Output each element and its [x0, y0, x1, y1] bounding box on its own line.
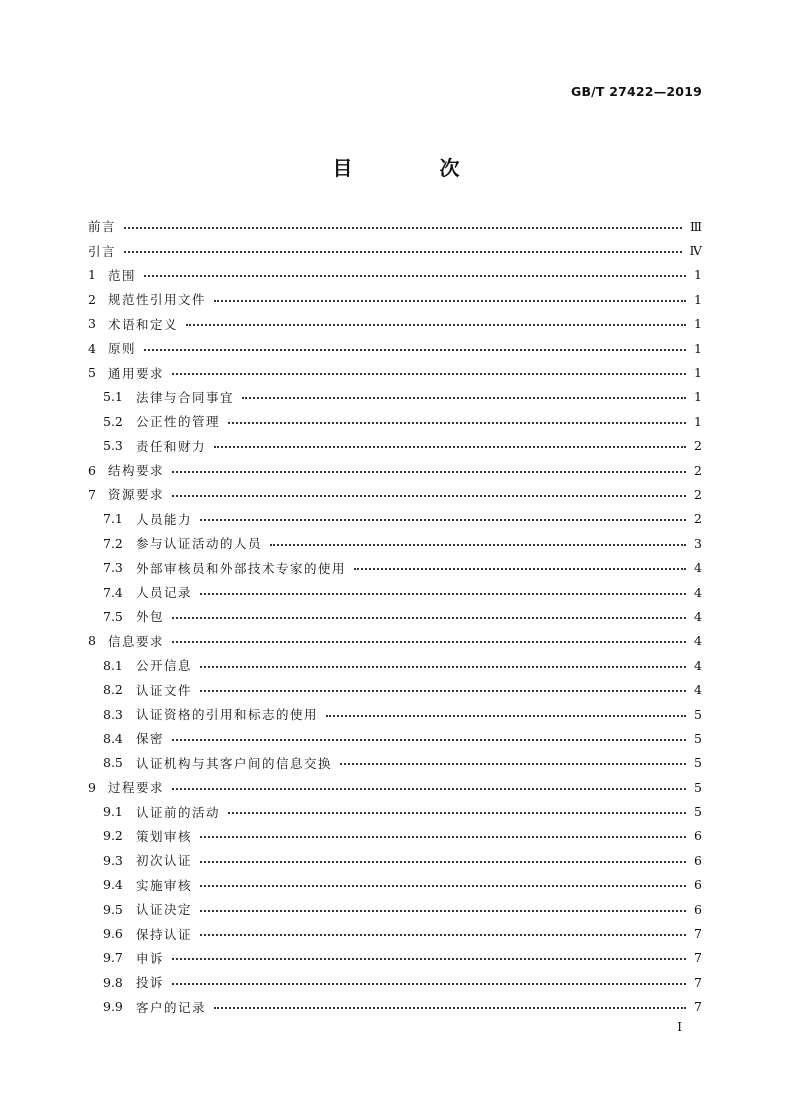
toc-entry-page: 1	[694, 340, 702, 356]
toc-entry-page: 1	[694, 413, 702, 429]
toc-entry-label: 申诉	[136, 950, 165, 966]
toc-entry[interactable]	[88, 458, 702, 482]
toc-entry-page: 7	[694, 974, 702, 990]
dot-leader	[200, 933, 686, 936]
toc-entry-page: 2	[694, 486, 702, 502]
toc-entry-label: 参与认证活动的人员	[136, 536, 263, 552]
toc-entry-page: 5	[694, 706, 702, 722]
toc-entry-number: 5	[88, 365, 96, 381]
dot-leader	[214, 299, 686, 302]
toc-entry-label: 初次认证	[136, 853, 193, 869]
toc-entry-label: 资源要求	[108, 487, 165, 503]
toc-entry-label: 信息要求	[108, 633, 165, 649]
toc-entry-page: 5	[694, 804, 702, 820]
toc-entry-number: 7.1	[103, 511, 123, 527]
dot-leader	[186, 323, 686, 326]
toc-entry-number: 9.9	[103, 999, 123, 1015]
toc-entry-number: 8.2	[103, 682, 123, 698]
toc-entry[interactable]	[88, 799, 702, 823]
dot-leader	[200, 835, 686, 838]
toc-entry-label: 引言	[88, 243, 117, 259]
toc-entry-number: 9.5	[103, 901, 123, 917]
dot-leader	[200, 909, 686, 912]
toc-entry-number: 9	[88, 779, 96, 795]
toc-entry-page: 2	[694, 511, 702, 527]
dot-leader	[214, 1006, 686, 1009]
dot-leader	[200, 689, 686, 692]
toc-entry-label: 术语和定义	[108, 316, 179, 332]
toc-entry[interactable]	[88, 482, 702, 506]
toc-entry[interactable]	[88, 897, 702, 921]
toc-entry-number: 5.3	[103, 438, 123, 454]
toc-entry[interactable]	[88, 702, 702, 726]
toc-entry-label: 通用要求	[108, 365, 165, 381]
toc-entry[interactable]	[88, 873, 702, 897]
dot-leader	[144, 274, 686, 277]
toc-entry-label: 保持认证	[136, 926, 193, 942]
toc-entry-label: 过程要求	[108, 780, 165, 796]
toc-entry-page: Ⅳ	[689, 243, 702, 259]
toc-entry-number: 9.3	[103, 852, 123, 868]
toc-entry-label: 认证机构与其客户间的信息交换	[136, 755, 333, 771]
dot-leader	[124, 250, 681, 253]
toc-entry-page: 1	[694, 316, 702, 332]
dot-leader	[200, 592, 686, 595]
toc-entry-page: 7	[694, 950, 702, 966]
page-number: I	[677, 1020, 682, 1034]
toc-entry-label: 规范性引用文件	[108, 292, 207, 308]
dot-leader	[172, 640, 686, 643]
toc-entry-page: 4	[694, 560, 702, 576]
toc-entry[interactable]	[88, 970, 702, 994]
toc-entry[interactable]	[88, 580, 702, 604]
dot-leader	[214, 445, 686, 448]
dot-leader	[172, 494, 686, 497]
toc-entry-number: 6	[88, 462, 96, 478]
dot-leader	[172, 616, 686, 619]
toc-entry-number: 7	[88, 486, 96, 502]
toc-entry-number: 7.4	[103, 584, 123, 600]
toc-entry[interactable]	[88, 921, 702, 945]
toc-entry-label: 客户的记录	[136, 999, 207, 1015]
dot-leader	[172, 470, 686, 473]
toc-entry[interactable]	[88, 848, 702, 872]
dot-leader	[228, 811, 686, 814]
toc-entry[interactable]	[88, 312, 702, 336]
page-title: 目 次	[332, 156, 500, 180]
toc-entry[interactable]	[88, 751, 702, 775]
toc-entry-page: 7	[694, 999, 702, 1015]
dot-leader	[340, 762, 686, 765]
toc-entry-page: 1	[694, 267, 702, 283]
toc-entry-label: 认证决定	[136, 902, 193, 918]
toc-entry[interactable]	[88, 434, 702, 458]
toc-entry[interactable]	[88, 629, 702, 653]
toc-entry-page: 4	[694, 633, 702, 649]
toc-entry[interactable]	[88, 336, 702, 360]
toc-entry-label: 策划审核	[136, 828, 193, 844]
toc-entry-number: 7.3	[103, 560, 123, 576]
toc-entry-page: 5	[694, 779, 702, 795]
toc-entry-label: 人员能力	[136, 511, 193, 527]
toc-entry[interactable]	[88, 775, 702, 799]
toc-entry[interactable]	[88, 409, 702, 433]
dot-leader	[200, 518, 686, 521]
toc-entry-page: 6	[694, 852, 702, 868]
dot-leader	[172, 372, 686, 375]
toc-entry-number: 3	[88, 316, 96, 332]
toc-entry-page: 3	[694, 535, 702, 551]
toc-entry[interactable]	[88, 946, 702, 970]
dot-leader	[172, 957, 686, 960]
toc-entry-page: 1	[694, 389, 702, 405]
dot-leader	[200, 860, 686, 863]
dot-leader	[354, 567, 686, 570]
toc-entry-number: 2	[88, 291, 96, 307]
toc-entry-number: 9.1	[103, 804, 123, 820]
toc-entry-label: 公正性的管理	[136, 414, 221, 430]
toc-entry-label: 外部审核员和外部技术专家的使用	[136, 560, 347, 576]
toc-entry-number: 8.4	[103, 730, 123, 746]
toc-entry-page: 6	[694, 877, 702, 893]
toc-entry[interactable]	[88, 995, 702, 1019]
toc-entry-label: 外包	[136, 609, 165, 625]
toc-entry-label: 认证前的活动	[136, 804, 221, 820]
toc-entry-number: 9.6	[103, 926, 123, 942]
toc-entry-number: 9.4	[103, 877, 123, 893]
toc-entry-number: 9.2	[103, 828, 123, 844]
toc-entry-page: 4	[694, 682, 702, 698]
dot-leader	[242, 396, 686, 399]
dot-leader	[144, 348, 686, 351]
toc-entry-label: 责任和财力	[136, 438, 207, 454]
toc-entry-number: 7.2	[103, 535, 123, 551]
dot-leader	[172, 982, 686, 985]
toc-entry[interactable]	[88, 263, 702, 287]
dot-leader	[228, 421, 686, 424]
table-of-contents	[88, 214, 702, 1019]
toc-entry-label: 实施审核	[136, 877, 193, 893]
toc-entry-number: 9.8	[103, 974, 123, 990]
toc-entry[interactable]	[88, 360, 702, 384]
standard-code: GB/T 27422—2019	[570, 84, 702, 99]
toc-entry[interactable]	[88, 604, 702, 628]
dot-leader	[172, 738, 686, 741]
toc-entry-page: 1	[694, 291, 702, 307]
toc-entry-label: 结构要求	[108, 463, 165, 479]
toc-entry-label: 法律与合同事宜	[136, 389, 235, 405]
toc-entry-label: 认证资格的引用和标志的使用	[136, 707, 319, 722]
dot-leader	[200, 884, 686, 887]
toc-entry-page: 4	[694, 608, 702, 624]
toc-entry-page: 5	[694, 730, 702, 746]
dot-leader	[270, 543, 686, 546]
toc-entry-page: 1	[694, 365, 702, 381]
toc-entry-page: Ⅲ	[689, 218, 702, 234]
toc-entry-number: 8.1	[103, 657, 123, 673]
toc-entry-page: 5	[694, 755, 702, 771]
toc-entry-number: 8.3	[103, 706, 123, 722]
toc-entry-label: 前言	[88, 219, 117, 235]
toc-entry-label: 保密	[136, 731, 165, 747]
toc-entry-number: 9.7	[103, 950, 123, 966]
toc-entry[interactable]	[88, 238, 702, 262]
toc-entry[interactable]	[88, 824, 702, 848]
toc-entry[interactable]	[88, 677, 702, 701]
dot-leader	[326, 714, 686, 717]
toc-entry-number: 4	[88, 340, 96, 356]
toc-entry-label: 范围	[108, 267, 137, 283]
toc-entry[interactable]	[88, 287, 702, 311]
dot-leader	[124, 226, 682, 229]
toc-entry-page: 2	[694, 462, 702, 478]
toc-entry-page: 7	[694, 926, 702, 942]
toc-entry-number: 1	[88, 267, 96, 283]
toc-entry[interactable]	[88, 653, 702, 677]
toc-entry-number: 5.1	[103, 389, 123, 405]
toc-entry-page: 6	[694, 828, 702, 844]
toc-entry[interactable]	[88, 531, 702, 555]
toc-entry-label: 人员记录	[136, 585, 193, 601]
dot-leader	[172, 787, 686, 790]
dot-leader	[200, 665, 686, 668]
toc-entry-label: 认证文件	[136, 682, 193, 698]
toc-entry-number: 8	[88, 633, 96, 649]
toc-entry[interactable]	[88, 555, 702, 579]
toc-entry-number: 7.5	[103, 608, 123, 624]
toc-entry[interactable]	[88, 726, 702, 750]
toc-entry[interactable]	[88, 507, 702, 531]
toc-entry[interactable]	[88, 214, 702, 238]
toc-entry-page: 4	[694, 584, 702, 600]
toc-entry-label: 原则	[108, 341, 137, 357]
toc-entry-page: 6	[694, 901, 702, 917]
toc-entry-page: 2	[694, 438, 702, 454]
toc-entry-label: 投诉	[136, 975, 165, 991]
toc-entry[interactable]	[88, 385, 702, 409]
toc-entry-number: 5.2	[103, 413, 123, 429]
toc-entry-page: 4	[694, 657, 702, 673]
toc-entry-number: 8.5	[103, 755, 123, 771]
toc-entry-label: 公开信息	[136, 658, 193, 674]
